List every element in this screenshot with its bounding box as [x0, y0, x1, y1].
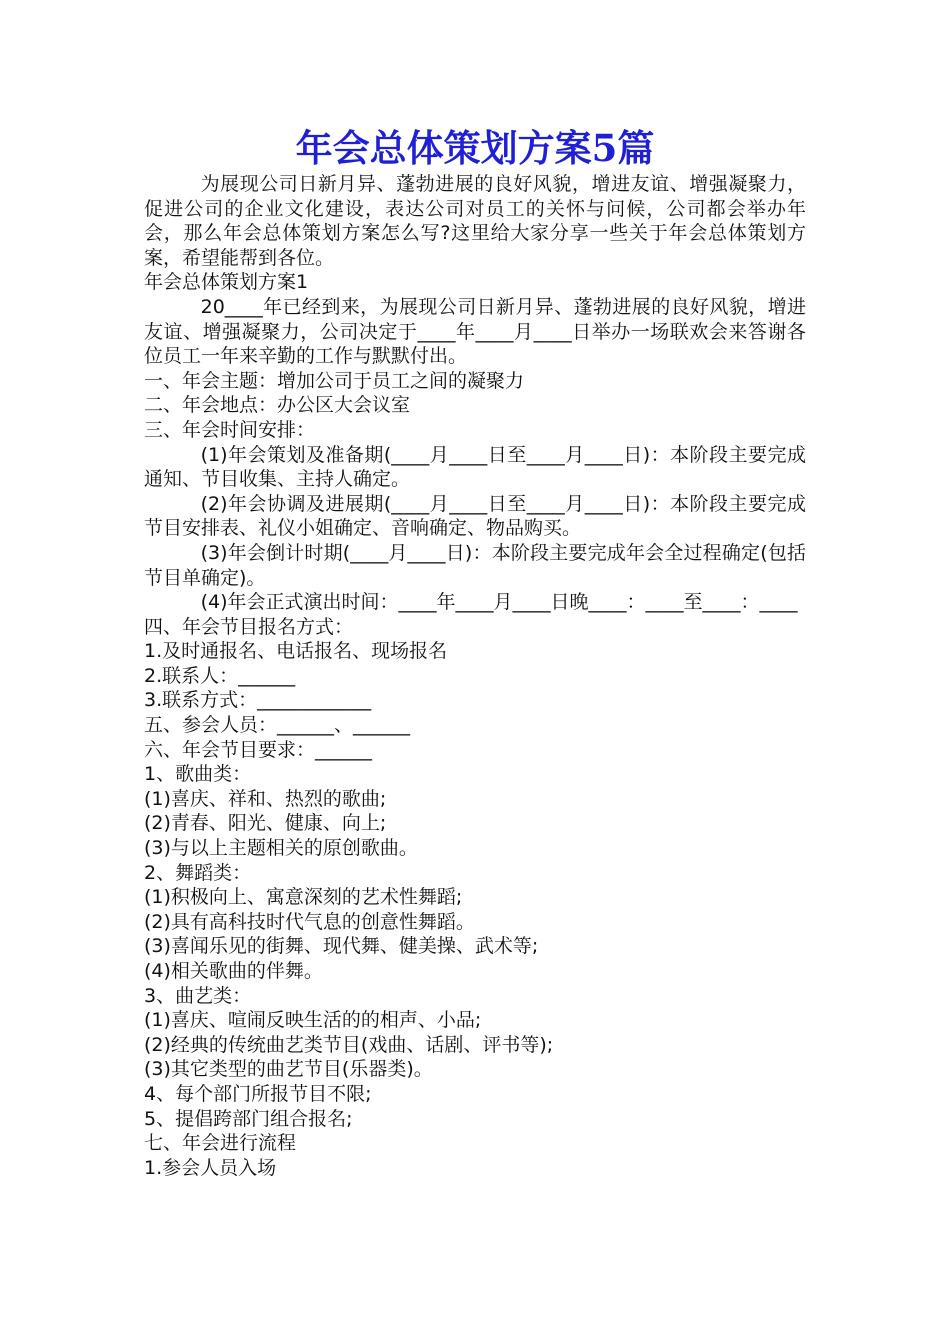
- schedule-phase-3: (3)年会倒计时期(____月____日)：本阶段主要完成年会全过程确定(包括节目单确定)。: [144, 541, 806, 589]
- intro-paragraph: 为展现公司日新月异、蓬勃进展的良好风貌，增进友谊、增强凝聚力，促进公司的企业文化建设，表达公司对员工的关怀与问候，公司都会举办年会，那么年会总体策划方案怎么写?这里给大家分享一些关于年会总体策划方案，希望能帮到各位。: [144, 173, 806, 269]
- list-item: 2.联系人：______: [144, 664, 296, 687]
- document-title: 年会总体策划方案5篇: [295, 126, 655, 170]
- list-item: 1、歌曲类：: [144, 763, 252, 786]
- list-item: 4、每个部门所报节目不限;: [144, 1082, 372, 1105]
- list-item: 3.联系方式：____________: [144, 689, 372, 712]
- list-item: 5、提倡跨部门组合报名;: [144, 1107, 353, 1130]
- list-item: (2)青春、阳光、健康、向上;: [144, 812, 387, 835]
- list-item: (2)具有高科技时代气息的创意性舞蹈。: [144, 910, 475, 933]
- schedule-phase-4: (4)年会正式演出时间：____年____月____日晚____：____至____：____: [200, 591, 798, 614]
- list-item: (4)相关歌曲的伴舞。: [144, 960, 323, 982]
- list-item: 1.及时通报名、电话报名、现场报名: [144, 640, 448, 663]
- list-item: 七、年会进行流程: [144, 1132, 297, 1155]
- list-item: (1)喜庆、喧闹反映生活的的相声、小品;: [144, 1009, 482, 1032]
- schedule-phase-2: (2)年会协调及进展期(____月____日至____月____日)：本阶段主要完成节目安排表、礼仪小姐确定、音响确定、物品购买。: [144, 492, 806, 540]
- schedule-heading: 三、年会时间安排：: [144, 418, 316, 441]
- list-item: (3)喜闻乐见的街舞、现代舞、健美操、武术等;: [144, 935, 539, 958]
- list-item: 六、年会节目要求：______: [144, 738, 373, 761]
- list-item: 2、舞蹈类：: [144, 861, 252, 884]
- theme-line: 一、年会主题：增加公司于员工之间的凝聚力: [144, 369, 525, 392]
- section-heading: 年会总体策划方案1: [144, 271, 309, 294]
- list-item: 3、曲艺类：: [144, 984, 252, 1007]
- list-item: (2)经典的传统曲艺类节目(戏曲、话剧、评书等);: [144, 1033, 554, 1056]
- list-item: (1)积极向上、寓意深刻的艺术性舞蹈;: [144, 886, 463, 909]
- opening-paragraph: 20____年已经到来，为展现公司日新月异、蓬勃进展的良好风貌，增进友谊、增强凝聚力，公司决定于____年____月____日举办一场联欢会来答谢各位员工一年来辛勤的工作与默默付出。: [144, 295, 806, 368]
- list-item: 四、年会节目报名方式：: [144, 615, 354, 638]
- list-item: (3)其它类型的曲艺节目(乐器类)。: [144, 1058, 433, 1081]
- list-item: (1)喜庆、祥和、热烈的歌曲;: [144, 787, 387, 810]
- list-item: 1.参会人员入场: [144, 1156, 277, 1179]
- schedule-phase-1: (1)年会策划及准备期(____月____日至____月____日)：本阶段主要完成通知、节目收集、主持人确定。: [144, 443, 806, 491]
- list-item: (3)与以上主题相关的原创歌曲。: [144, 837, 418, 860]
- venue-line: 二、年会地点：办公区大会议室: [144, 394, 411, 417]
- list-item: 五、参会人员：______、______: [144, 714, 411, 737]
- document-body: [144, 172, 806, 1180]
